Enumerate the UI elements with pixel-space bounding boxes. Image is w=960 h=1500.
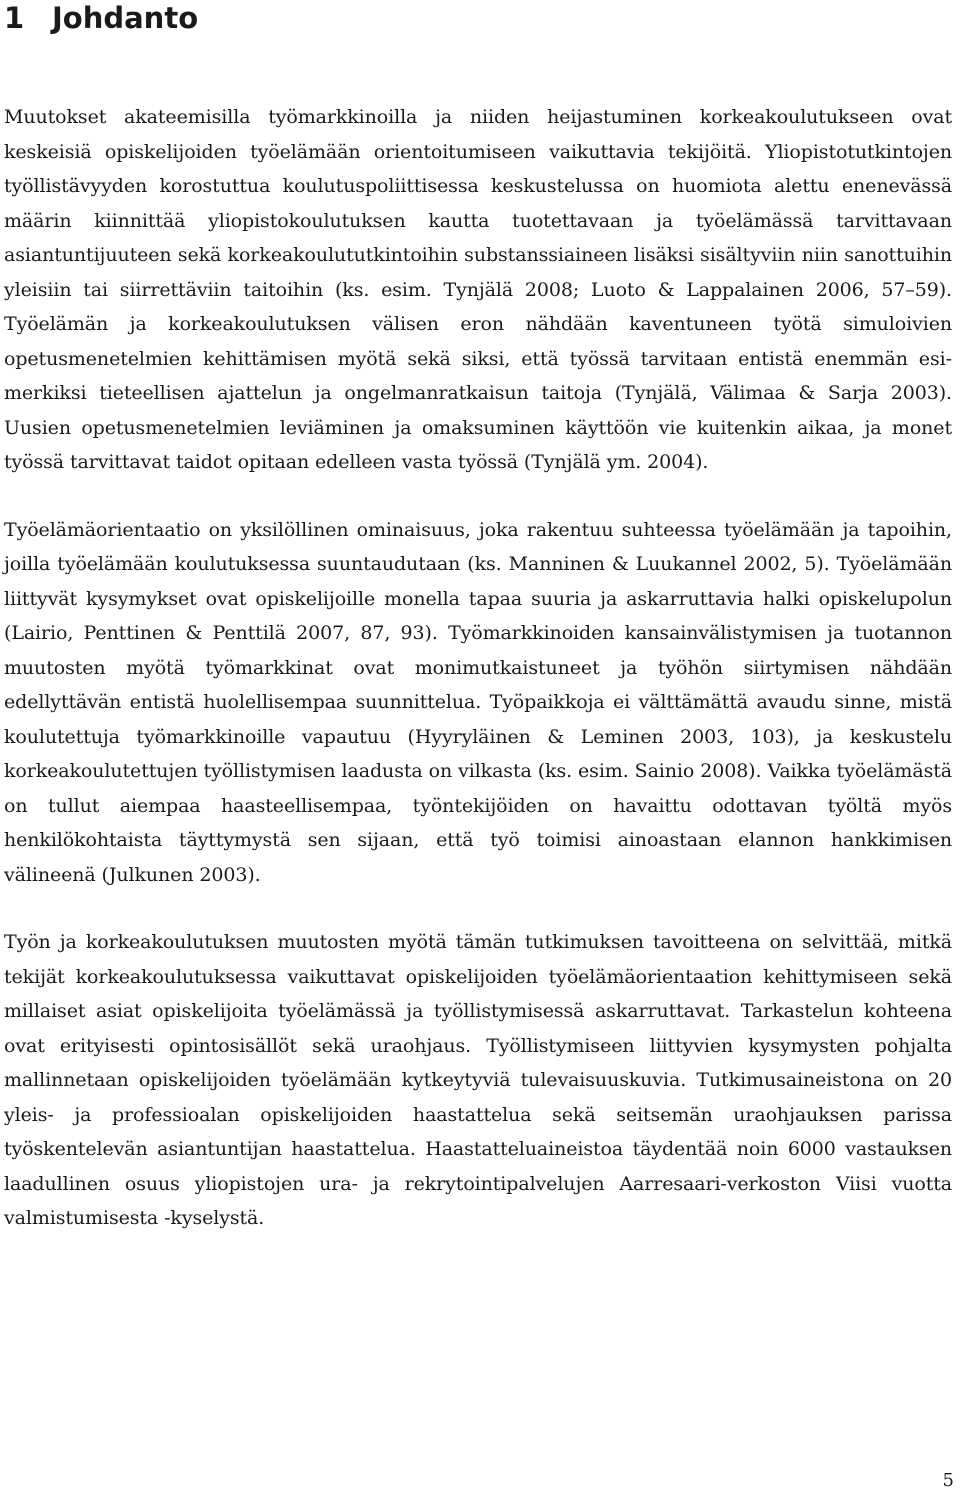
chapter-number: 1 <box>4 1 25 35</box>
paragraph-2: Työelämäorientaatio on yksilöllinen ominaisuus, joka rakentuu suhteessa työelämään ja tapoihin, joilla työelämään koulutuksessa suuntaudutaan (ks. Manninen & Luukannel 2002, 5). Työelämään liittyvät kysymykset ovat opiskelijoille monella tapaa suuria ja askarruttavia halki opiskelupolun (Lairio, Penttinen & Penttilä 2007, 87, 93). Työmarkkinoiden kansainvälistymisen ja tuotannon muutosten myötä työmarkkinat ovat monimutkaistuneet ja työhön siirtymisen nähdään edellyttävän entistä huolellisempaa suunnittelua. Työpaikkoja ei välttämättä avaudu sinne, mistä koulutettuja työmarkkinoille vapautuu (Hyyryläinen & Leminen 2003, 103), ja keskustelu korkeakoulutettujen työllistymisen laadusta on vilkasta (ks. esim. Sainio 2008). Vaikka työelämästä on tullut aiempaa haasteellisempaa, työntekijöiden on havaittu odottavan työltä myös henkilökohtaista täyttymystä sen sijaan, että työ toimisi ainoastaan elannon hankkimisen välineenä (Julkunen 2003). <box>4 518 952 886</box>
paragraph-3: Työn ja korkeakoulutuksen muutosten myötä tämän tutkimuksen tavoitteena on selvittää, mitkä tekijät korkeakoulutuksessa vaikuttavat opiskelijoiden työelämäorientaation kehittymiseen sekä millaiset asiat opiskelijoita työelämässä ja työllistymisessä askarruttavat. Tarkastelun kohteena ovat erityisesti opintosisällöt sekä uraohjaus. Työllistymiseen liittyvien kysymysten pohjalta mallinnetaan opiskelijoiden työelämään kytkeytyviä tulevaisuuskuvia. Tutkimusaineistona on 20 yleis- ja professioalan opiskelijoiden haastattelua sekä seitsemän uraohjauksen parissa työskentelevän asiantuntijan haastattelua. Haastatteluaineistoa täydentää noin 6000 vastauksen laadullinen osuus yliopistojen ura- ja rekrytointipalvelujen Aarresaari-verkoston Viisi vuotta valmistumisesta -kyselystä. <box>4 931 952 1229</box>
paragraph-1: Muutokset akateemisilla työmarkkinoilla ja niiden heijastuminen korkeakoulutukseen ovat keskeisiä opiskelijoiden työelämään orientoitumiseen vaikuttavia tekijöitä. Yliopistotutkintojen työllistävyyden korostuttua koulutuspoliittisessa keskustelussa on huomiota alettu enenevässä määrin kiinnittää yliopistokoulutuksen kautta tuotettavaan ja työelämässä tarvittavaan asiantuntijuuteen sekä korkeakoulututkintoihin substanssiaineen lisäksi sisältyviin niin sanottuihin yleisiin tai siirrettäviin taitoihin (ks. esim. Tynjälä 2008; Luoto & Lappalainen 2006, 57–59). Työelämän ja korkeakoulutuksen välisen eron nähdään kaventuneen työtä simuloivien opetusmenetelmien kehittämisen myötä sekä siksi, että työssä tarvitaan entistä enemmän esimerkiksi tieteellisen ajattelun ja ongelmanratkaisun taitoja (Tynjälä, Välimaa & Sarja 2003). Uusien opetusmenetelmien leviäminen ja omaksuminen käyttöön vie kuitenkin aikaa, ja monet työssä tarvittavat taidot opitaan edelleen vasta työssä (Tynjälä ym. 2004). <box>4 106 952 473</box>
chapter-title: Johdanto <box>52 1 199 35</box>
chapter-heading <box>4 0 198 36</box>
body-text <box>4 100 952 1236</box>
page-number: 5 <box>942 1470 954 1491</box>
